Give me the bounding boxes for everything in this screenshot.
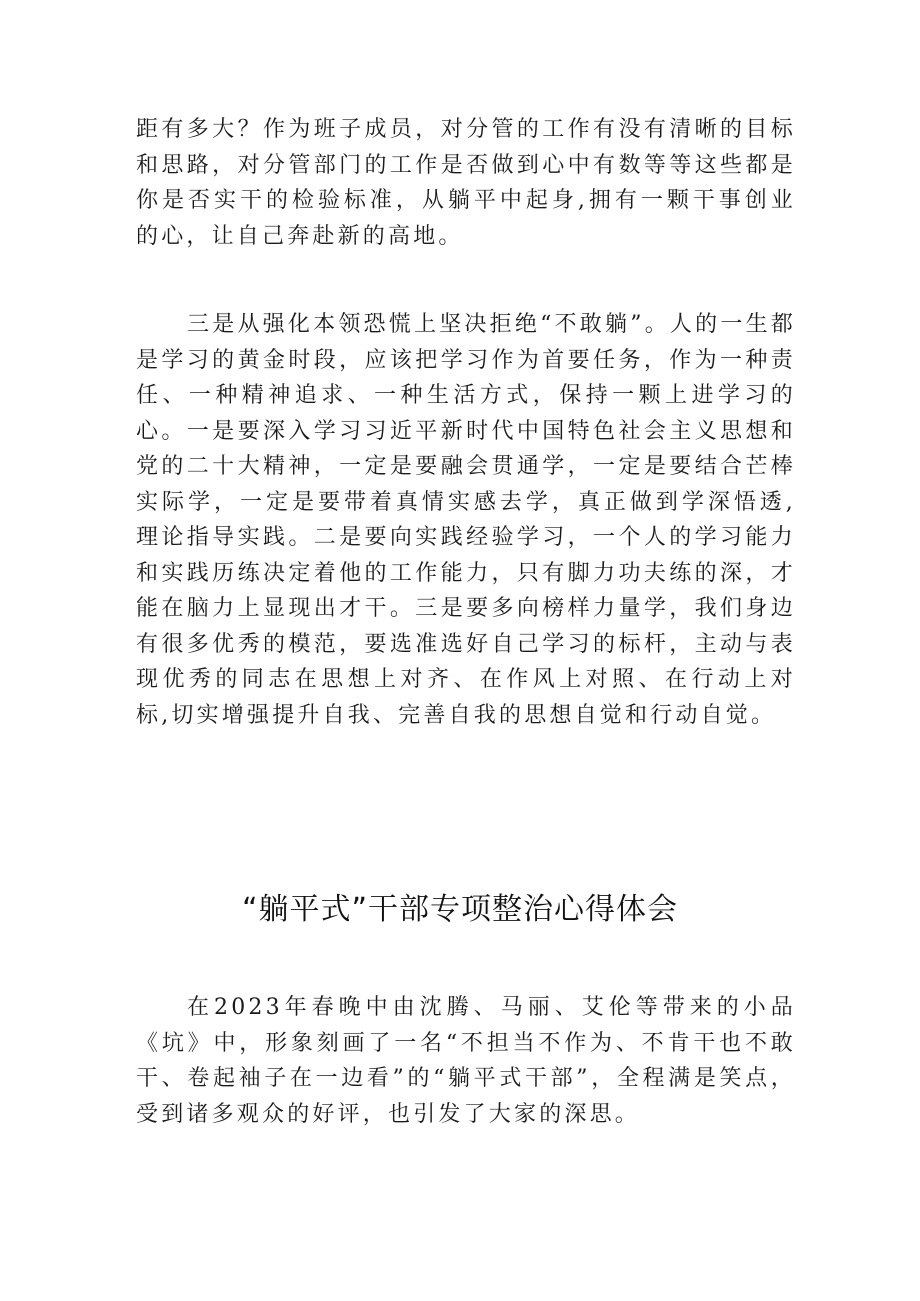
section-intro-paragraph: 在2023年春晚中由沈腾、马丽、艾伦等带来的小品《坑》中，形象刻画了一名“不担当不作为、不肯干也不敢干、卷起袖子在一边看”的“躺平式干部”，全程满是笑点，受到诸多观众的好评，也引发了大家的深思。 <box>136 995 796 1127</box>
paragraph-three: 三是从强化本领恐慌上坚决拒绝“不敢躺”。人的一生都是学习的黄金时段，应该把学习作为首要任务，作为一种责任、一种精神追求、一种生活方式，保持一颗上进学习的心。一是要深入学习习近平新时代中国特色社会主义思想和党的二十大精神，一定是要融会贯通学，一定是要结合芒棒实际学，一定是要带着真情实感去学，真正做到学深悟透,理论指导实践。二是要向实践经验学习，一个人的学习能力和实践历练决定着他的工作能力，只有脚力功夫练的深，才能在脑力上显现出才干。三是要多向榜样力量学，我们身边有很多优秀的模范，要选准选好自己学习的标杆，主动与表现优秀的同志在思想上对齐、在作风上对照、在行动上对标,切实增强提升自我、完善自我的思想自觉和行动自觉。 <box>136 312 796 728</box>
section-title: “躺平式”干部专项整治心得体会 <box>241 892 679 927</box>
paragraph-continued: 距有多大？作为班子成员，对分管的工作有没有清晰的目标和思路，对分管部门的工作是否做到心中有数等等这些都是你是否实干的检验标准，从躺平中起身,拥有一颗干事创业的心，让自己奔赴新的高地。 <box>136 117 796 249</box>
